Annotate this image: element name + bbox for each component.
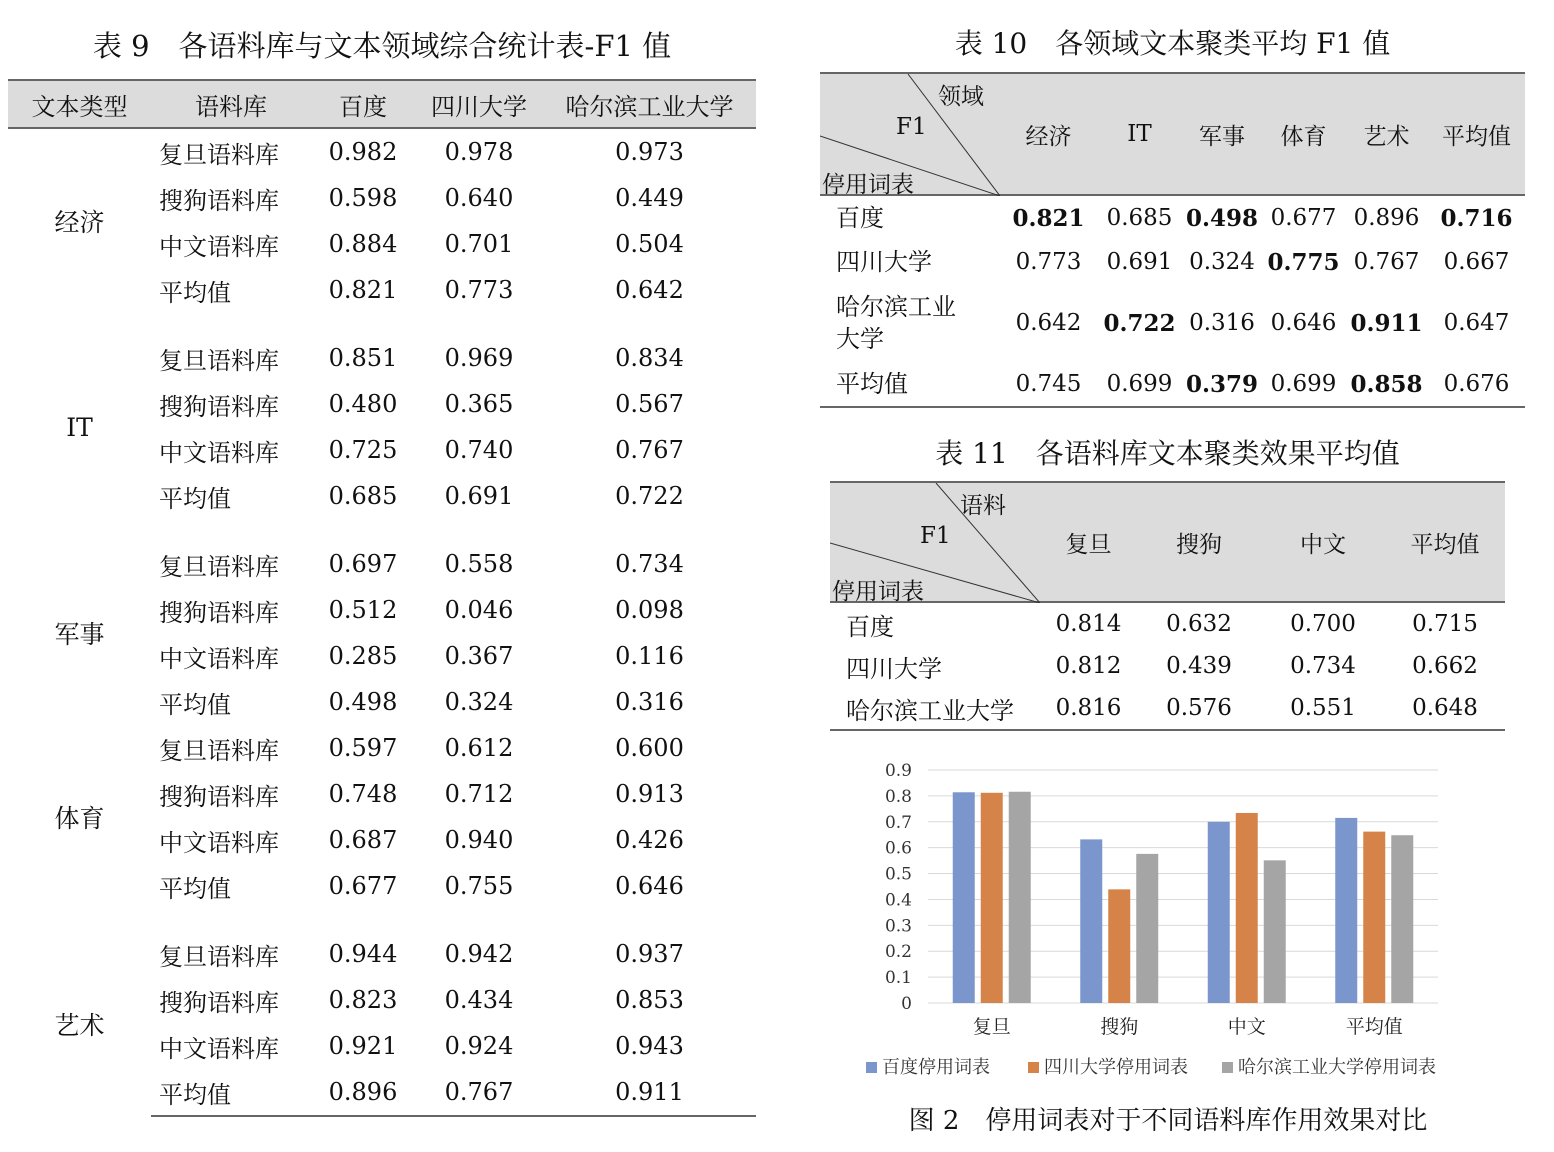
table-cell: 0.816 (1040, 687, 1137, 730)
table-cell: 0.701 (444, 230, 514, 258)
legend-swatch (1222, 1062, 1233, 1073)
row-label: 哈尔滨工业大学 (830, 687, 1040, 730)
spacer-cell (8, 519, 756, 541)
table-cell: 0.697 (328, 550, 398, 578)
table-cell: 0.676 (1428, 362, 1525, 407)
y-tick-label: 0.9 (884, 761, 912, 781)
table-cell: 0.691 (444, 482, 514, 510)
y-tick-label: 0.5 (884, 864, 912, 885)
table10-header: 体育 (1262, 73, 1345, 195)
table-cell: 0.823 (328, 986, 398, 1014)
table11-caption: 表 11 各语料库文本聚类效果平均值 (935, 437, 1400, 470)
table-cell: 0.722 (1103, 309, 1176, 337)
table-cell: 0.896 (311, 1069, 415, 1116)
bar (1208, 822, 1230, 1003)
figure-caption: 图 2 停用词表对于不同语料库作用效果对比 (908, 1106, 1428, 1136)
table-cell: 0.911 (1350, 309, 1423, 337)
spacer-row (8, 313, 756, 335)
legend-label: 哈尔滨工业大学停用词表 (1238, 1057, 1436, 1078)
table-cell: 0.853 (615, 986, 684, 1014)
table-cell: 0.316 (1189, 310, 1255, 336)
table-row (8, 541, 756, 587)
row-label (820, 284, 1000, 362)
table-cell: 0.740 (444, 436, 514, 464)
table-cell: 0.748 (328, 780, 398, 808)
y-tick-label: 0.1 (884, 968, 912, 989)
legend-swatch (1028, 1062, 1039, 1073)
table-cell: 0.767 (1353, 249, 1420, 275)
table-cell: 0.098 (615, 596, 684, 624)
corpus-label: 中文语料库 (159, 438, 279, 467)
corpus-label: 中文语料库 (159, 232, 279, 261)
spacer-cell (8, 313, 756, 335)
table11-header: 平均值 (1385, 482, 1505, 602)
table9-header: 文本类型 (8, 80, 151, 128)
table11-header-row (830, 482, 1505, 602)
table-cell: 0.646 (615, 872, 684, 900)
corpus-label: 平均值 (159, 874, 231, 903)
y-tick-label: 0.7 (884, 812, 912, 833)
corpus-label: 搜狗语料库 (159, 186, 279, 215)
table-row (820, 240, 1525, 284)
corpus-label: 复旦语料库 (159, 552, 279, 581)
table-cell: 0.324 (1189, 249, 1255, 275)
table-cell: 0.944 (328, 940, 398, 968)
corner-mid-label: F1 (896, 114, 927, 140)
corpus-label: 平均值 (159, 278, 231, 307)
table-cell: 0.699 (1097, 362, 1182, 407)
table-cell: 0.767 (615, 436, 684, 464)
table-cell: 0.597 (328, 734, 398, 762)
corner-top-label: 语料 (960, 493, 1006, 519)
table-cell: 0.942 (444, 940, 514, 968)
table-cell: 0.969 (444, 344, 514, 372)
table-cell: 0.884 (328, 230, 398, 258)
domain-label: 经济 (54, 208, 105, 237)
table-cell: 0.324 (444, 688, 514, 716)
table-cell: 0.512 (328, 596, 398, 624)
table-cell: 0.978 (444, 138, 514, 166)
corpus-label: 平均值 (159, 484, 231, 513)
table-cell: 0.640 (444, 184, 514, 212)
y-tick-label: 0.4 (884, 890, 912, 911)
x-tick-label: 中文 (1227, 1016, 1266, 1038)
y-tick-label: 0 (901, 994, 912, 1014)
corpus-label: 搜狗语料库 (159, 392, 279, 421)
corpus-label: 搜狗语料库 (159, 598, 279, 627)
corner-bottom-label: 停用词表 (822, 172, 914, 198)
table-cell: 0.677 (1270, 205, 1337, 231)
corpus-label: 中文语料库 (159, 1034, 279, 1063)
corner-mid-label: F1 (920, 523, 951, 549)
corpus-label: 平均值 (151, 1069, 311, 1116)
table-cell: 0.913 (615, 780, 684, 808)
domain-label: 体育 (54, 804, 105, 833)
corpus-label: 复旦语料库 (159, 140, 279, 169)
row-label: 四川大学 (836, 248, 932, 276)
table-cell: 0.449 (615, 184, 684, 212)
table-cell: 0.700 (1290, 611, 1356, 637)
corner-bottom-label: 停用词表 (832, 579, 924, 605)
table-cell: 0.767 (415, 1069, 543, 1116)
domain-label: IT (66, 412, 93, 442)
table10-header-row (820, 73, 1525, 195)
corpus-label: 搜狗语料库 (159, 988, 279, 1017)
domain-label: 艺术 (54, 1010, 105, 1040)
spacer-row (8, 909, 756, 931)
bar-chart (850, 752, 1490, 1092)
table-cell: 0.716 (1440, 204, 1513, 232)
table-row (8, 931, 756, 977)
table-cell: 0.558 (444, 550, 514, 578)
corpus-label: 中文语料库 (159, 828, 279, 857)
table10-corner-cell (820, 73, 1000, 198)
table9-header-row (8, 80, 756, 128)
row-label: 百度 (836, 204, 884, 232)
table-cell: 0.646 (1270, 310, 1337, 336)
table9-header: 语料库 (151, 80, 311, 128)
corpus-label: 复旦语料库 (159, 736, 279, 765)
table-cell: 0.982 (328, 138, 398, 166)
table-cell: 0.814 (1055, 611, 1122, 637)
table11-header: 复旦 (1040, 482, 1137, 602)
table-cell: 0.316 (615, 688, 684, 716)
table-cell: 0.755 (444, 872, 514, 900)
table-row (8, 725, 756, 771)
table-cell: 0.598 (328, 184, 398, 212)
bar (953, 792, 975, 1003)
table-cell: 0.924 (444, 1032, 514, 1060)
table-cell: 0.576 (1137, 687, 1261, 730)
table10-header: IT (1097, 73, 1182, 195)
table-row (820, 195, 1525, 240)
table10-header: 艺术 (1345, 73, 1428, 195)
bar (1335, 818, 1357, 1003)
table-cell: 0.662 (1412, 653, 1478, 679)
table-cell: 0.699 (1262, 362, 1345, 407)
table-cell: 0.612 (444, 734, 514, 762)
corpus-label: 复旦语料库 (159, 942, 279, 971)
table-cell: 0.285 (328, 642, 398, 670)
table11-corner-cell (830, 482, 1040, 605)
table-cell: 0.647 (1443, 310, 1510, 336)
table-cell: 0.498 (1185, 204, 1259, 232)
table-cell: 0.715 (1412, 611, 1478, 637)
table-cell: 0.821 (1012, 204, 1085, 232)
table-row (820, 362, 1525, 407)
table-row (830, 602, 1505, 645)
table-row (830, 687, 1505, 730)
bar (1363, 832, 1385, 1003)
table-cell: 0.642 (615, 276, 684, 304)
table-cell: 0.648 (1385, 687, 1505, 730)
table-cell: 0.685 (328, 482, 398, 510)
table-cell: 0.943 (615, 1032, 684, 1060)
table-cell: 0.940 (444, 826, 514, 854)
table10-header: 经济 (1000, 73, 1097, 195)
bar (1009, 792, 1031, 1003)
table10 (820, 72, 1525, 408)
bar (1108, 889, 1130, 1003)
table-cell: 0.687 (328, 826, 398, 854)
table-cell: 0.691 (1106, 249, 1173, 275)
table-cell: 0.504 (615, 230, 684, 258)
table-cell: 0.725 (328, 436, 398, 464)
table-row (8, 128, 756, 175)
y-tick-label: 0.8 (884, 786, 912, 807)
table-cell: 0.379 (1182, 362, 1262, 407)
table-cell: 0.734 (615, 550, 684, 578)
table-cell: 0.480 (328, 390, 398, 418)
table-cell: 0.498 (328, 688, 398, 716)
table-cell: 0.426 (615, 826, 684, 854)
table-cell: 0.365 (444, 390, 514, 418)
table-row (8, 335, 756, 381)
bar (1264, 860, 1286, 1003)
table-cell: 0.434 (444, 986, 514, 1014)
bar (981, 793, 1003, 1003)
table-cell: 0.685 (1106, 205, 1173, 231)
table-row (820, 284, 1525, 362)
table10-caption: 表 10 各领域文本聚类平均 F1 值 (954, 27, 1391, 60)
table-cell: 0.937 (615, 940, 684, 968)
corpus-label: 搜狗语料库 (159, 782, 279, 811)
x-tick-label: 平均值 (1345, 1016, 1403, 1038)
bar (1236, 813, 1258, 1003)
table11-header: 搜狗 (1137, 482, 1261, 602)
table-cell: 0.921 (328, 1032, 398, 1060)
table-cell: 0.667 (1443, 249, 1510, 275)
table-cell: 0.775 (1267, 248, 1340, 276)
table-cell: 0.551 (1261, 687, 1385, 730)
legend-label: 四川大学停用词表 (1044, 1057, 1188, 1078)
bar (1136, 854, 1158, 1003)
table-cell: 0.821 (328, 276, 398, 304)
table-cell: 0.734 (1290, 653, 1356, 679)
spacer-row (8, 519, 756, 541)
table-cell: 0.046 (444, 596, 514, 624)
spacer-cell (8, 909, 756, 931)
y-tick-label: 0.6 (884, 838, 912, 859)
table-cell: 0.896 (1353, 205, 1420, 231)
table9-header: 百度 (311, 80, 415, 128)
table11 (830, 481, 1505, 731)
table9-header: 哈尔滨工业大学 (543, 80, 756, 128)
table-cell: 0.567 (615, 390, 684, 418)
table-cell: 0.858 (1345, 362, 1428, 407)
table-cell: 0.722 (615, 482, 684, 510)
table-cell: 0.600 (615, 734, 684, 762)
table10-header: 平均值 (1428, 73, 1525, 195)
row-label: 四川大学 (846, 654, 942, 683)
table9 (8, 79, 756, 1117)
table-cell: 0.851 (328, 344, 398, 372)
table9-caption: 表 9 各语料库与文本领域综合统计表-F1 值 (92, 29, 672, 63)
row-label: 平均值 (820, 362, 1000, 407)
table-cell: 0.911 (543, 1069, 756, 1116)
table-cell: 0.632 (1166, 611, 1232, 637)
table-cell: 0.439 (1166, 653, 1232, 679)
table10-header: 军事 (1182, 73, 1262, 195)
table-cell: 0.677 (328, 872, 398, 900)
table-cell: 0.712 (444, 780, 514, 808)
table-cell: 0.745 (1000, 362, 1097, 407)
table-cell: 0.367 (444, 642, 514, 670)
row-label-text: 哈尔滨工业大学 (836, 293, 956, 353)
table-cell: 0.116 (615, 642, 684, 670)
legend-swatch (866, 1062, 877, 1073)
table-cell: 0.773 (1015, 249, 1082, 275)
row-label: 百度 (846, 612, 894, 641)
bar (1080, 839, 1102, 1003)
legend-label: 百度停用词表 (882, 1057, 990, 1078)
y-tick-label: 0.2 (884, 942, 912, 963)
table-cell: 0.812 (1055, 653, 1122, 679)
table9-header: 四川大学 (415, 80, 543, 128)
corpus-label: 复旦语料库 (159, 346, 279, 375)
corpus-label: 平均值 (159, 690, 231, 719)
table-row (830, 645, 1505, 687)
table-cell: 0.834 (615, 344, 684, 372)
y-tick-label: 0.3 (884, 916, 912, 937)
table11-header: 中文 (1261, 482, 1385, 602)
corner-top-label: 领域 (938, 84, 984, 110)
bar (1391, 835, 1413, 1003)
table-cell: 0.642 (1015, 310, 1082, 336)
x-tick-label: 搜狗 (1100, 1016, 1139, 1038)
domain-label: 军事 (54, 620, 105, 649)
table-cell: 0.973 (615, 138, 684, 166)
corpus-label: 中文语料库 (159, 644, 279, 673)
table-cell: 0.773 (444, 276, 514, 304)
x-tick-label: 复旦 (972, 1016, 1011, 1038)
